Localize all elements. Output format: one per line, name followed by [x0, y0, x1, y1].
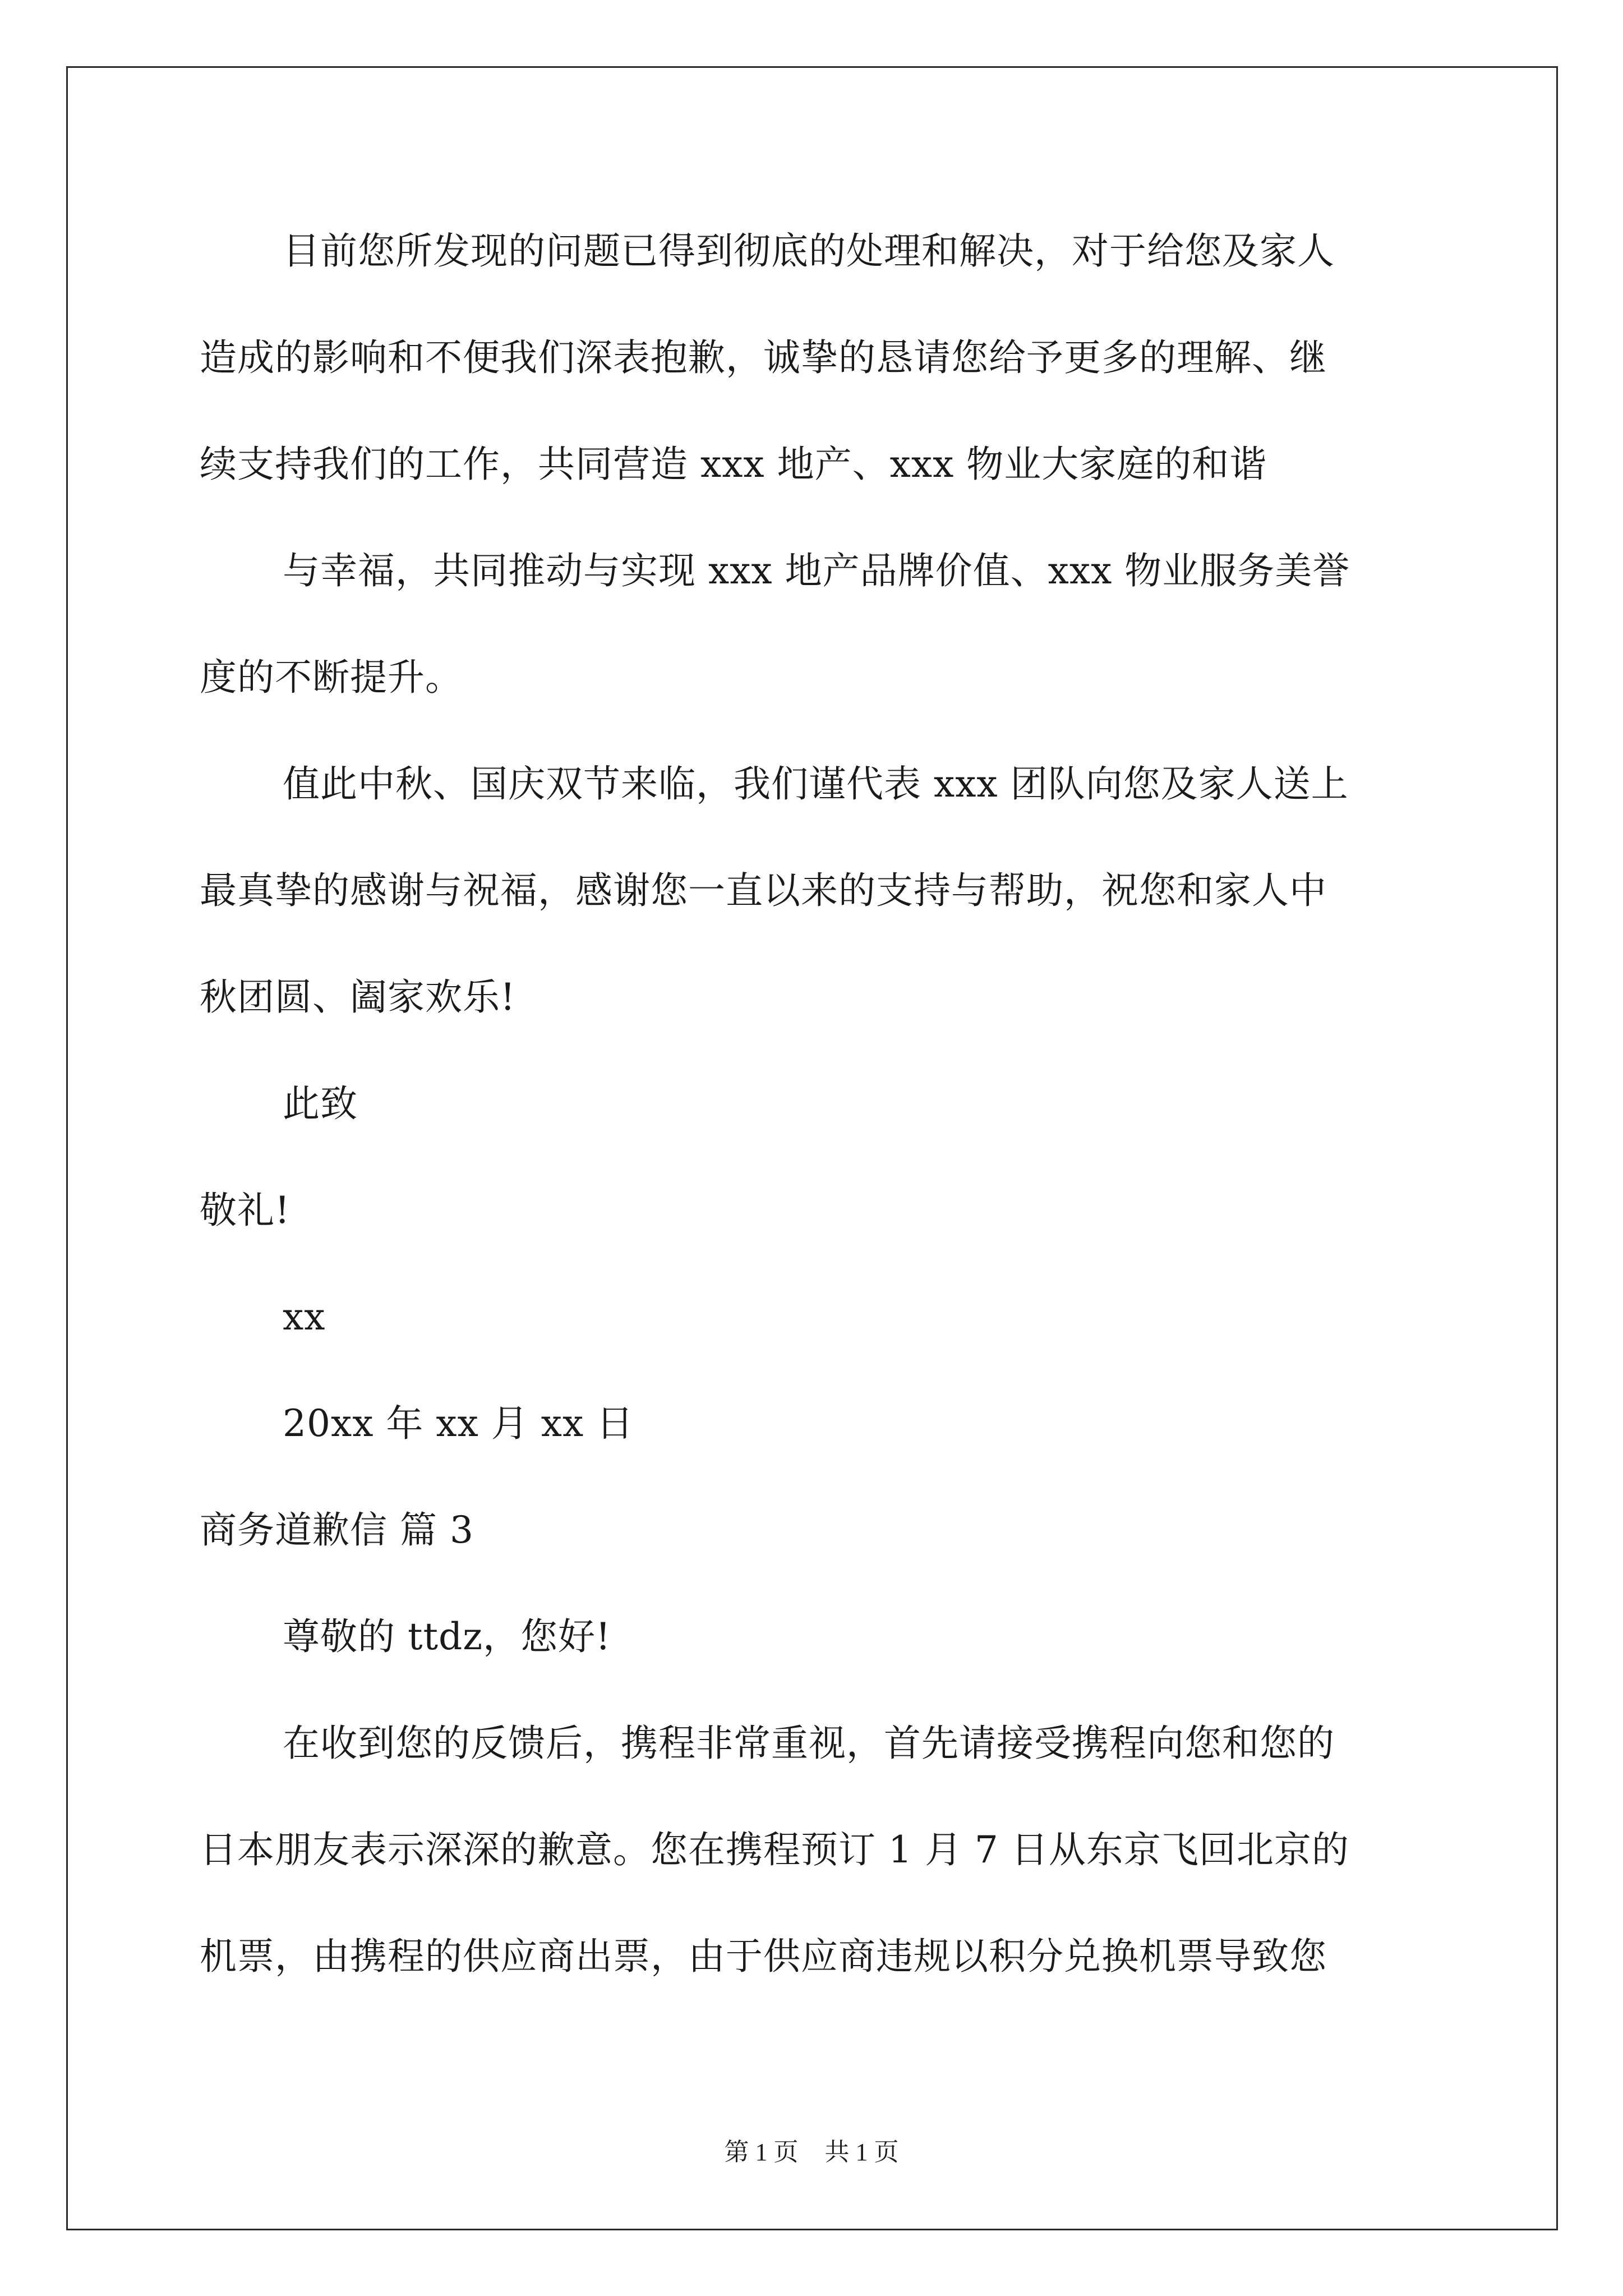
page-footer [0, 2132, 1623, 2168]
body-line: 与幸福，共同推动与实现 xxx 地产品牌价值、xxx 物业服务美誉 [283, 549, 1350, 592]
body-line: 续支持我们的工作，共同营造 xxx 地产、xxx 物业大家庭的和谐 [200, 443, 1267, 486]
greeting: 尊敬的 ttdz，您好! [283, 1615, 611, 1658]
date-line: 20xx 年 xx 月 xx 日 [283, 1402, 634, 1445]
body-line: 度的不断提升。 [200, 656, 463, 699]
body-line: 值此中秋、国庆双节来临，我们谨代表 xxx 团队向您及家人送上 [283, 762, 1349, 806]
page-total: 共 1 页 [824, 2138, 899, 2166]
body-line: 秋团圆、阖家欢乐! [200, 976, 516, 1019]
page-number: 第 1 页 [724, 2138, 799, 2166]
signature: xx [283, 1295, 326, 1338]
salutation-regards: 敬礼! [200, 1189, 291, 1232]
body-line: 日本朋友表示深深的歉意。您在携程预订 1 月 7 日从东京飞回北京的 [200, 1828, 1349, 1871]
salutation-closing: 此致 [283, 1082, 358, 1125]
page-border [66, 66, 1558, 2230]
body-line: 造成的影响和不便我们深表抱歉，诚挚的恳请您给予更多的理解、继 [200, 336, 1327, 379]
body-line: 在收到您的反馈后，携程非常重视，首先请接受携程向您和您的 [283, 1722, 1335, 1765]
body-line: 目前您所发现的问题已得到彻底的处理和解决，对于给您及家人 [283, 229, 1335, 273]
body-line: 机票，由携程的供应商出票，由于供应商违规以积分兑换机票导致您 [200, 1935, 1327, 1978]
section-heading: 商务道歉信 篇 3 [200, 1508, 474, 1552]
body-line: 最真挚的感谢与祝福，感谢您一直以来的支持与帮助，祝您和家人中 [200, 869, 1327, 912]
